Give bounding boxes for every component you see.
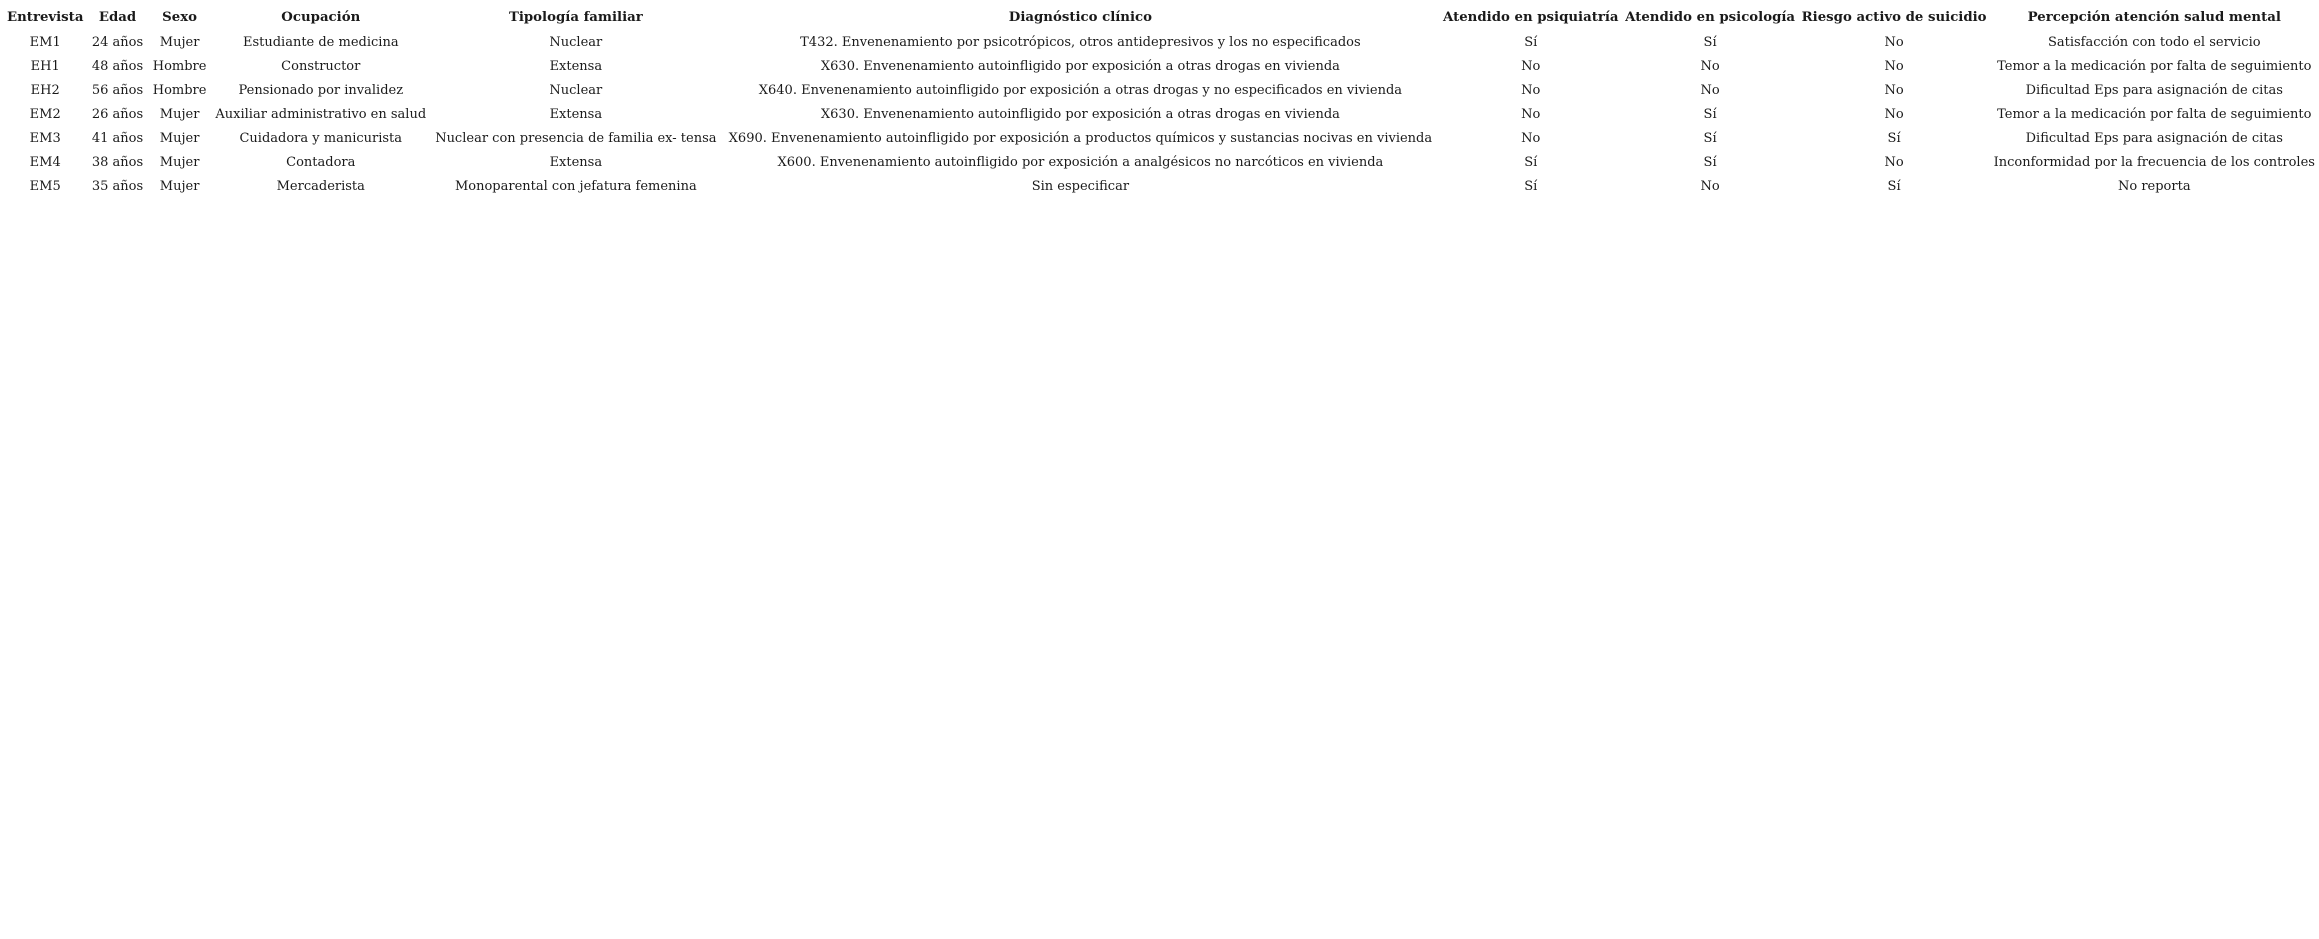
cell-ocupacion: Mercaderista: [276, 179, 365, 194]
cell-ocupacion: Contadora: [286, 155, 356, 170]
cell-diagnostico: X630. Envenenamiento autoinfligido por exposición a otras drogas en vivienda: [820, 107, 1340, 122]
cell-psiquiatria: No: [1521, 83, 1541, 98]
cell-diagnostico: T432. Envenenamiento por psicotrópicos, otros antidepresivos y los no especificados: [800, 35, 1361, 50]
table-row: [4, 151, 2319, 175]
cell-percepcion: Temor a la medicación por falta de seguimiento: [1997, 59, 2312, 74]
cell-sexo: Mujer: [159, 131, 200, 146]
cell-sexo: Mujer: [159, 179, 200, 194]
cell-diagnostico: X640. Envenenamiento autoinfligido por exposición a otras drogas y no especificados en vivienda: [758, 83, 1403, 98]
header-tipologia-familiar: Tipología familiar: [508, 10, 643, 25]
cell-percepcion: No reporta: [2117, 179, 2191, 194]
cell-riesgo: Sí: [1887, 179, 1901, 194]
cell-psiquiatria: No: [1521, 107, 1541, 122]
cell-tipologia: Extensa: [549, 107, 603, 122]
cell-sexo: Mujer: [159, 107, 200, 122]
table-row: [4, 103, 2319, 127]
cell-percepcion: Inconformidad por la frecuencia de los controles: [1993, 155, 2315, 170]
cell-psicologia: Sí: [1703, 107, 1717, 122]
cell-tipologia: Extensa: [549, 59, 603, 74]
table-body: [4, 31, 2319, 199]
cell-edad: 26 años: [91, 107, 144, 122]
cell-sexo: Hombre: [152, 59, 207, 74]
header-entrevista: Entrevista: [7, 10, 84, 25]
cell-psiquiatria: Sí: [1524, 155, 1538, 170]
cell-ocupacion: Auxiliar administrativo en salud: [215, 107, 427, 122]
cell-riesgo: Sí: [1887, 131, 1901, 146]
header-ocupacion: Ocupación: [281, 10, 361, 25]
cell-edad: 38 años: [91, 155, 144, 170]
cell-entrevista: EM4: [29, 155, 61, 170]
cell-percepcion: Dificultad Eps para asignación de citas: [2025, 83, 2283, 98]
cell-psicologia: Sí: [1703, 35, 1717, 50]
header-edad: Edad: [98, 10, 137, 25]
cell-tipologia: Extensa: [549, 155, 603, 170]
cell-percepcion: Dificultad Eps para asignación de citas: [2025, 131, 2283, 146]
cell-tipologia: Monoparental con jefatura femenina: [454, 179, 697, 194]
cell-percepcion: Temor a la medicación por falta de seguimiento: [1997, 107, 2312, 122]
cell-edad: 24 años: [91, 35, 144, 50]
cell-sexo: Hombre: [152, 83, 207, 98]
cell-sexo: Mujer: [159, 35, 200, 50]
table-row: [4, 79, 2319, 103]
cell-edad: 48 años: [91, 59, 144, 74]
cell-edad: 35 años: [91, 179, 144, 194]
cell-riesgo: No: [1884, 107, 1904, 122]
cell-riesgo: No: [1884, 155, 1904, 170]
interview-table: [4, 6, 2319, 199]
cell-psicologia: No: [1700, 83, 1720, 98]
cell-ocupacion: Constructor: [281, 59, 361, 74]
cell-edad: 56 años: [91, 83, 144, 98]
cell-psiquiatria: Sí: [1524, 179, 1538, 194]
cell-ocupacion: Cuidadora y manicurista: [239, 131, 403, 146]
cell-entrevista: EM2: [29, 107, 61, 122]
cell-psiquiatria: No: [1521, 131, 1541, 146]
cell-tipologia: Nuclear: [549, 35, 603, 50]
cell-riesgo: No: [1884, 35, 1904, 50]
cell-diagnostico: Sin especificar: [1031, 179, 1130, 194]
header-row: [4, 6, 2319, 31]
cell-sexo: Mujer: [159, 155, 200, 170]
cell-psicologia: Sí: [1703, 155, 1717, 170]
table-row: [4, 175, 2319, 199]
cell-psiquiatria: Sí: [1524, 35, 1538, 50]
header-atendido-psicologia: Atendido en psicología: [1625, 10, 1796, 25]
cell-diagnostico: X600. Envenenamiento autoinfligido por exposición a analgésicos no narcóticos en vivienda: [777, 155, 1384, 170]
cell-percepcion: Satisfacción con todo el servicio: [2047, 35, 2261, 50]
cell-psiquiatria: No: [1521, 59, 1541, 74]
cell-psicologia: No: [1700, 59, 1720, 74]
cell-tipologia: Nuclear: [549, 83, 603, 98]
cell-entrevista: EM1: [29, 35, 61, 50]
cell-entrevista: EH1: [30, 59, 60, 74]
cell-psicologia: Sí: [1703, 131, 1717, 146]
table-header: [4, 6, 2319, 31]
cell-diagnostico: X630. Envenenamiento autoinfligido por exposición a otras drogas en vivienda: [820, 59, 1340, 74]
cell-entrevista: EM5: [29, 179, 61, 194]
cell-riesgo: No: [1884, 59, 1904, 74]
header-atendido-psiquiatria: Atendido en psiquiatría: [1443, 10, 1619, 25]
cell-ocupacion: Estudiante de medicina: [242, 35, 399, 50]
cell-tipologia: Nuclear con presencia de familia ex- tensa: [435, 131, 717, 146]
cell-edad: 41 años: [91, 131, 144, 146]
header-percepcion-atencion: Percepción atención salud mental: [2027, 10, 2281, 25]
cell-entrevista: EH2: [30, 83, 60, 98]
table-row: [4, 127, 2319, 151]
cell-psicologia: No: [1700, 179, 1720, 194]
cell-riesgo: No: [1884, 83, 1904, 98]
table-row: [4, 55, 2319, 79]
table-row: [4, 31, 2319, 55]
header-sexo: Sexo: [162, 10, 198, 25]
cell-entrevista: EM3: [29, 131, 61, 146]
cell-diagnostico: X690. Envenenamiento autoinfligido por exposición a productos químicos y sustancias nocivas en vivienda: [728, 131, 1433, 146]
header-diagnostico-clinico: Diagnóstico clínico: [1008, 10, 1152, 25]
header-riesgo-suicidio: Riesgo activo de suicidio: [1801, 10, 1987, 25]
cell-ocupacion: Pensionado por invalidez: [238, 83, 404, 98]
interview-table-container: [4, 6, 2319, 199]
